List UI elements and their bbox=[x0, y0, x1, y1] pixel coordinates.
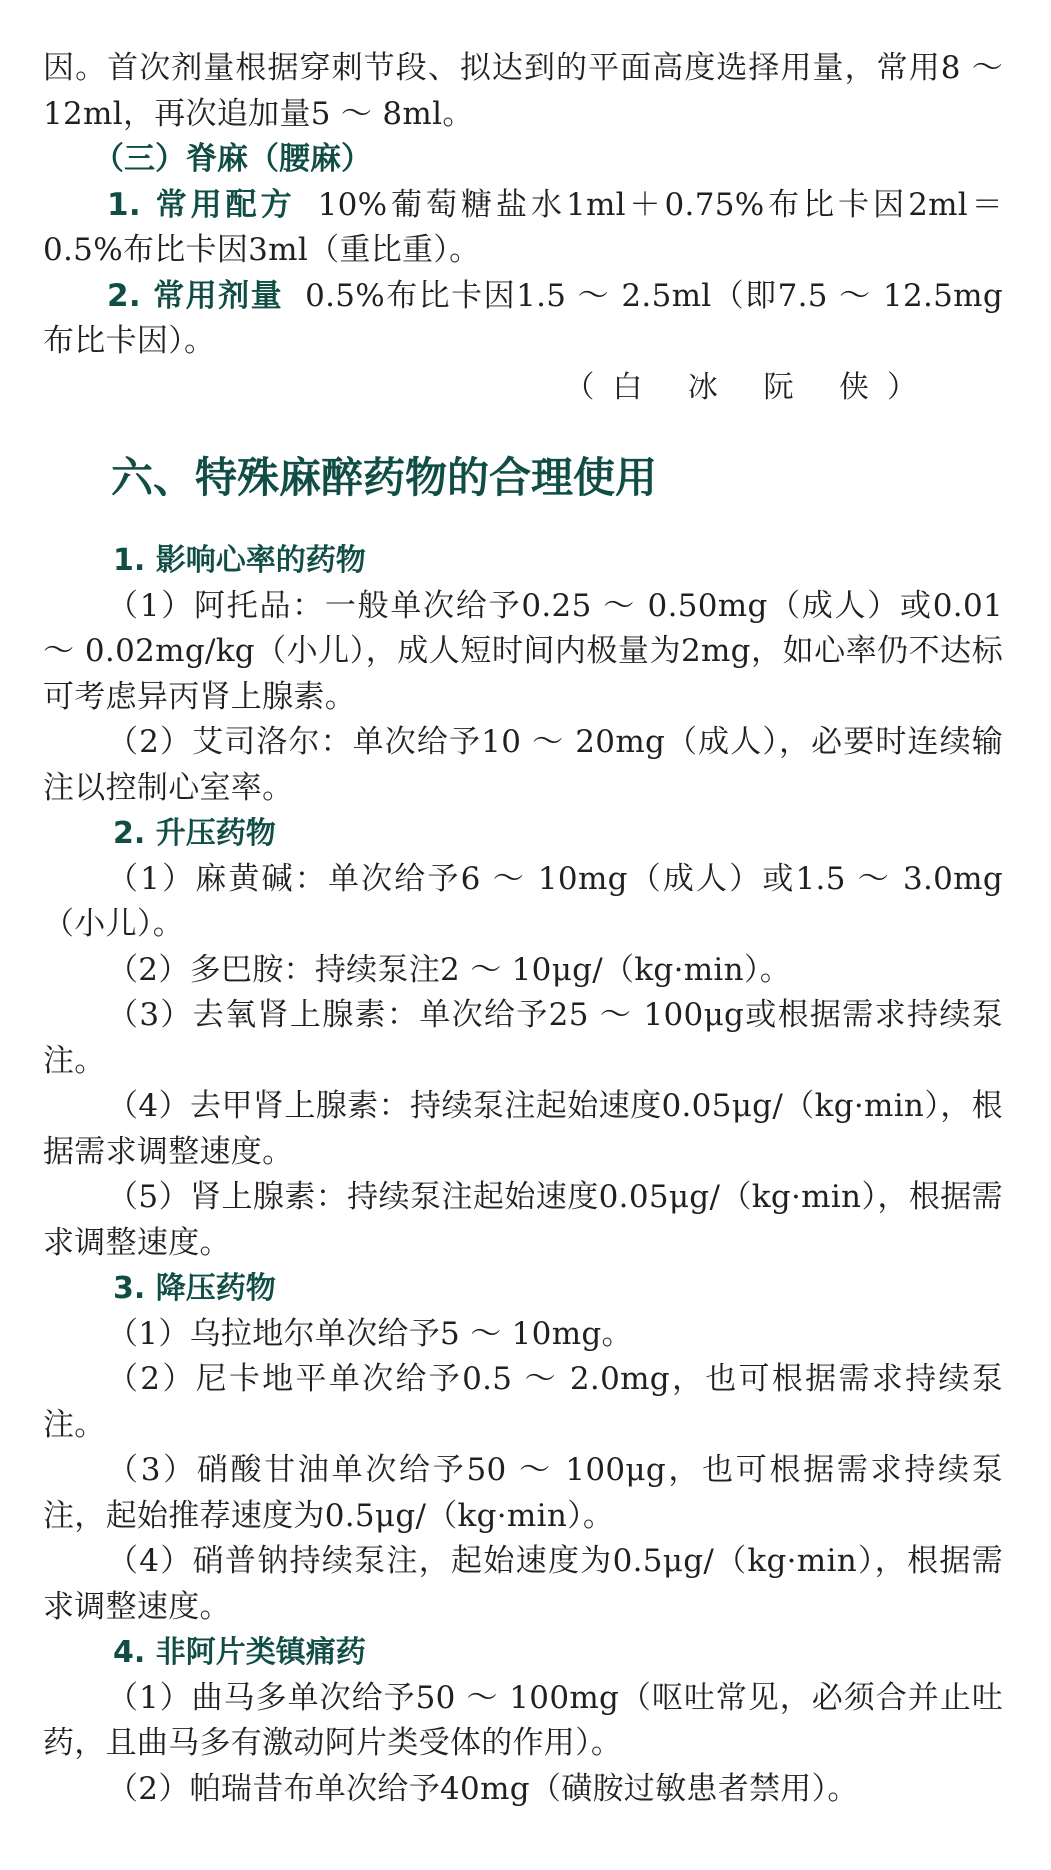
author-credit: （白 冰 阮 侠） bbox=[564, 369, 935, 405]
drug-item: （2）尼卡地平单次给予0.5 ～ 2.0mg，也可根据需求持续泵注。 bbox=[43, 1361, 1003, 1443]
dose-text: 0.5%布比卡因1.5 ～ 2.5ml（即7.5 ～ 12.5mg布比卡因）。 bbox=[43, 277, 1003, 359]
drug-item: （4）硝普钠持续泵注，起始速度为0.5μg/（kg·min），根据需求调整速度。 bbox=[43, 1543, 1003, 1625]
drug-item: （4）去甲肾上腺素：持续泵注起始速度0.05μg/（kg·min），根据需求调整速度。 bbox=[43, 1088, 1003, 1170]
drug-item: （5）肾上腺素：持续泵注起始速度0.05μg/（kg·min），根据需求调整速度。 bbox=[43, 1179, 1003, 1261]
drug-item: （3）硝酸甘油单次给予50 ～ 100μg，也可根据需求持续泵注，起始推荐速度为0.5μg/（kg·min）。 bbox=[43, 1452, 1003, 1534]
formula-lead: 1. 常用配方 bbox=[107, 186, 296, 223]
drug-item: （1）阿托品：一般单次给予0.25 ～ 0.50mg（成人）或0.01 ～ 0.02mg/kg（小儿），成人短时间内极量为2mg，如心率仍不达标可考虑异丙肾上腺素。 bbox=[43, 587, 1003, 715]
formula-text: 10%葡萄糖盐水1ml＋0.75%布比卡因2ml＝0.5%布比卡因3ml（重比重）。 bbox=[43, 186, 1003, 268]
drug-item: （1）乌拉地尔单次给予5 ～ 10mg。 bbox=[107, 1315, 633, 1352]
chapter-heading: 六、特殊麻醉药物的合理使用 bbox=[111, 453, 658, 502]
drug-item: （2）帕瑞昔布单次给予40mg（磺胺过敏患者禁用）。 bbox=[107, 1770, 859, 1807]
continued-paragraph: 因。首次剂量根据穿刺节段、拟达到的平面高度选择用量，常用8 ～ 12ml，再次追加量5 ～ 8ml。 bbox=[43, 50, 1003, 132]
group-title: 2. 升压药物 bbox=[113, 816, 276, 851]
group-title: 1. 影响心率的药物 bbox=[113, 543, 366, 578]
drug-item: （1）曲马多单次给予50 ～ 100mg（呕吐常见，必须合并止吐药，且曲马多有激动阿片类受体的作用）。 bbox=[43, 1679, 1003, 1761]
dose-paragraph bbox=[43, 274, 1003, 365]
dose-lead: 2. 常用剂量 bbox=[107, 277, 284, 314]
formula-paragraph bbox=[43, 183, 1003, 274]
section-heading-spinal: （三）脊麻（腰麻） bbox=[93, 141, 372, 177]
drug-item: （2）多巴胺：持续泵注2 ～ 10μg/（kg·min）。 bbox=[107, 951, 791, 988]
group-title: 4. 非阿片类镇痛药 bbox=[113, 1635, 366, 1670]
group-title: 3. 降压药物 bbox=[113, 1271, 276, 1306]
drug-item: （1）麻黄碱：单次给予6 ～ 10mg（成人）或1.5 ～ 3.0mg（小儿）。 bbox=[43, 860, 1003, 942]
drug-item: （3）去氧肾上腺素：单次给予25 ～ 100μg或根据需求持续泵注。 bbox=[43, 997, 1003, 1079]
drug-item: （2）艾司洛尔：单次给予10 ～ 20mg（成人），必要时连续输注以控制心室率。 bbox=[43, 724, 1003, 806]
